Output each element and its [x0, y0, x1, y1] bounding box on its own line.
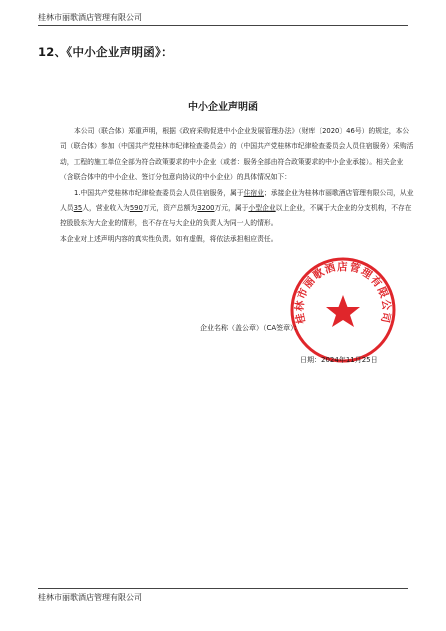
- item-mid1: ；承接企业为桂林市丽歌酒店管理有限公司，从业人员: [60, 188, 414, 213]
- company-seal: [288, 255, 398, 365]
- signature-line: 企业名称（盖公章）（CA签章）：: [200, 324, 301, 332]
- industry-value: 住宿业: [243, 188, 264, 197]
- employees-value: 35: [73, 204, 83, 213]
- paragraph-responsibility: 本企业对上述声明内容的真实性负责。如有虚假，将依法承担相应责任。: [60, 234, 278, 243]
- item-suffix: 以上企业，不属于大企业的分支机构，不存在控股股东为大企业的情形，也不存在与大企业的负责人为同一人的情形。: [60, 204, 412, 228]
- item-mid3: 万元，资产总额为: [142, 204, 198, 213]
- document-body: [60, 124, 415, 247]
- section-heading: 12、《中小企业声明函》：: [38, 45, 173, 59]
- assets-value: 3200: [197, 204, 215, 213]
- seal-text: 桂林市丽歌酒店管理有限公司: [293, 260, 393, 325]
- item-mid4: 万元，属于: [214, 204, 249, 213]
- footer-divider: [38, 588, 408, 589]
- document-title: 中小企业声明函: [188, 102, 258, 113]
- enterprise-item: [60, 186, 415, 232]
- date-line: 日期：2024年11月25日: [300, 356, 378, 364]
- item-mid2: 人，营业收入为: [82, 204, 130, 213]
- paragraph-declaration: 本公司（联合体）郑重声明，根据《政府采购促进中小企业发展管理办法》（财库〔2020〕46号）的规定，本公司（联合体）参加（中国共产党桂林市纪律检查委员会）的（中国共产党桂林市纪律检查委员会人员住宿服务）采购活动，工程的施工单位全部为符合政策要求的中小企业（或者：服务全部由符合政策要求的中小企业承接）。相关企业（含联合体中的中小企业、签订分包意向协议的中小企业）的具体情况如下：: [60, 127, 414, 182]
- footer-company: 桂林市丽歌酒店管理有限公司: [38, 593, 142, 602]
- revenue-value: 590: [129, 204, 143, 213]
- header-divider: [38, 25, 408, 26]
- header-company: 桂林市丽歌酒店管理有限公司: [38, 13, 142, 22]
- item-prefix: 1.中国共产党桂林市纪律检查委员会人员住宿服务，属于: [74, 188, 244, 197]
- size-value: 小型企业: [248, 204, 276, 213]
- seal-star-icon: [326, 295, 360, 327]
